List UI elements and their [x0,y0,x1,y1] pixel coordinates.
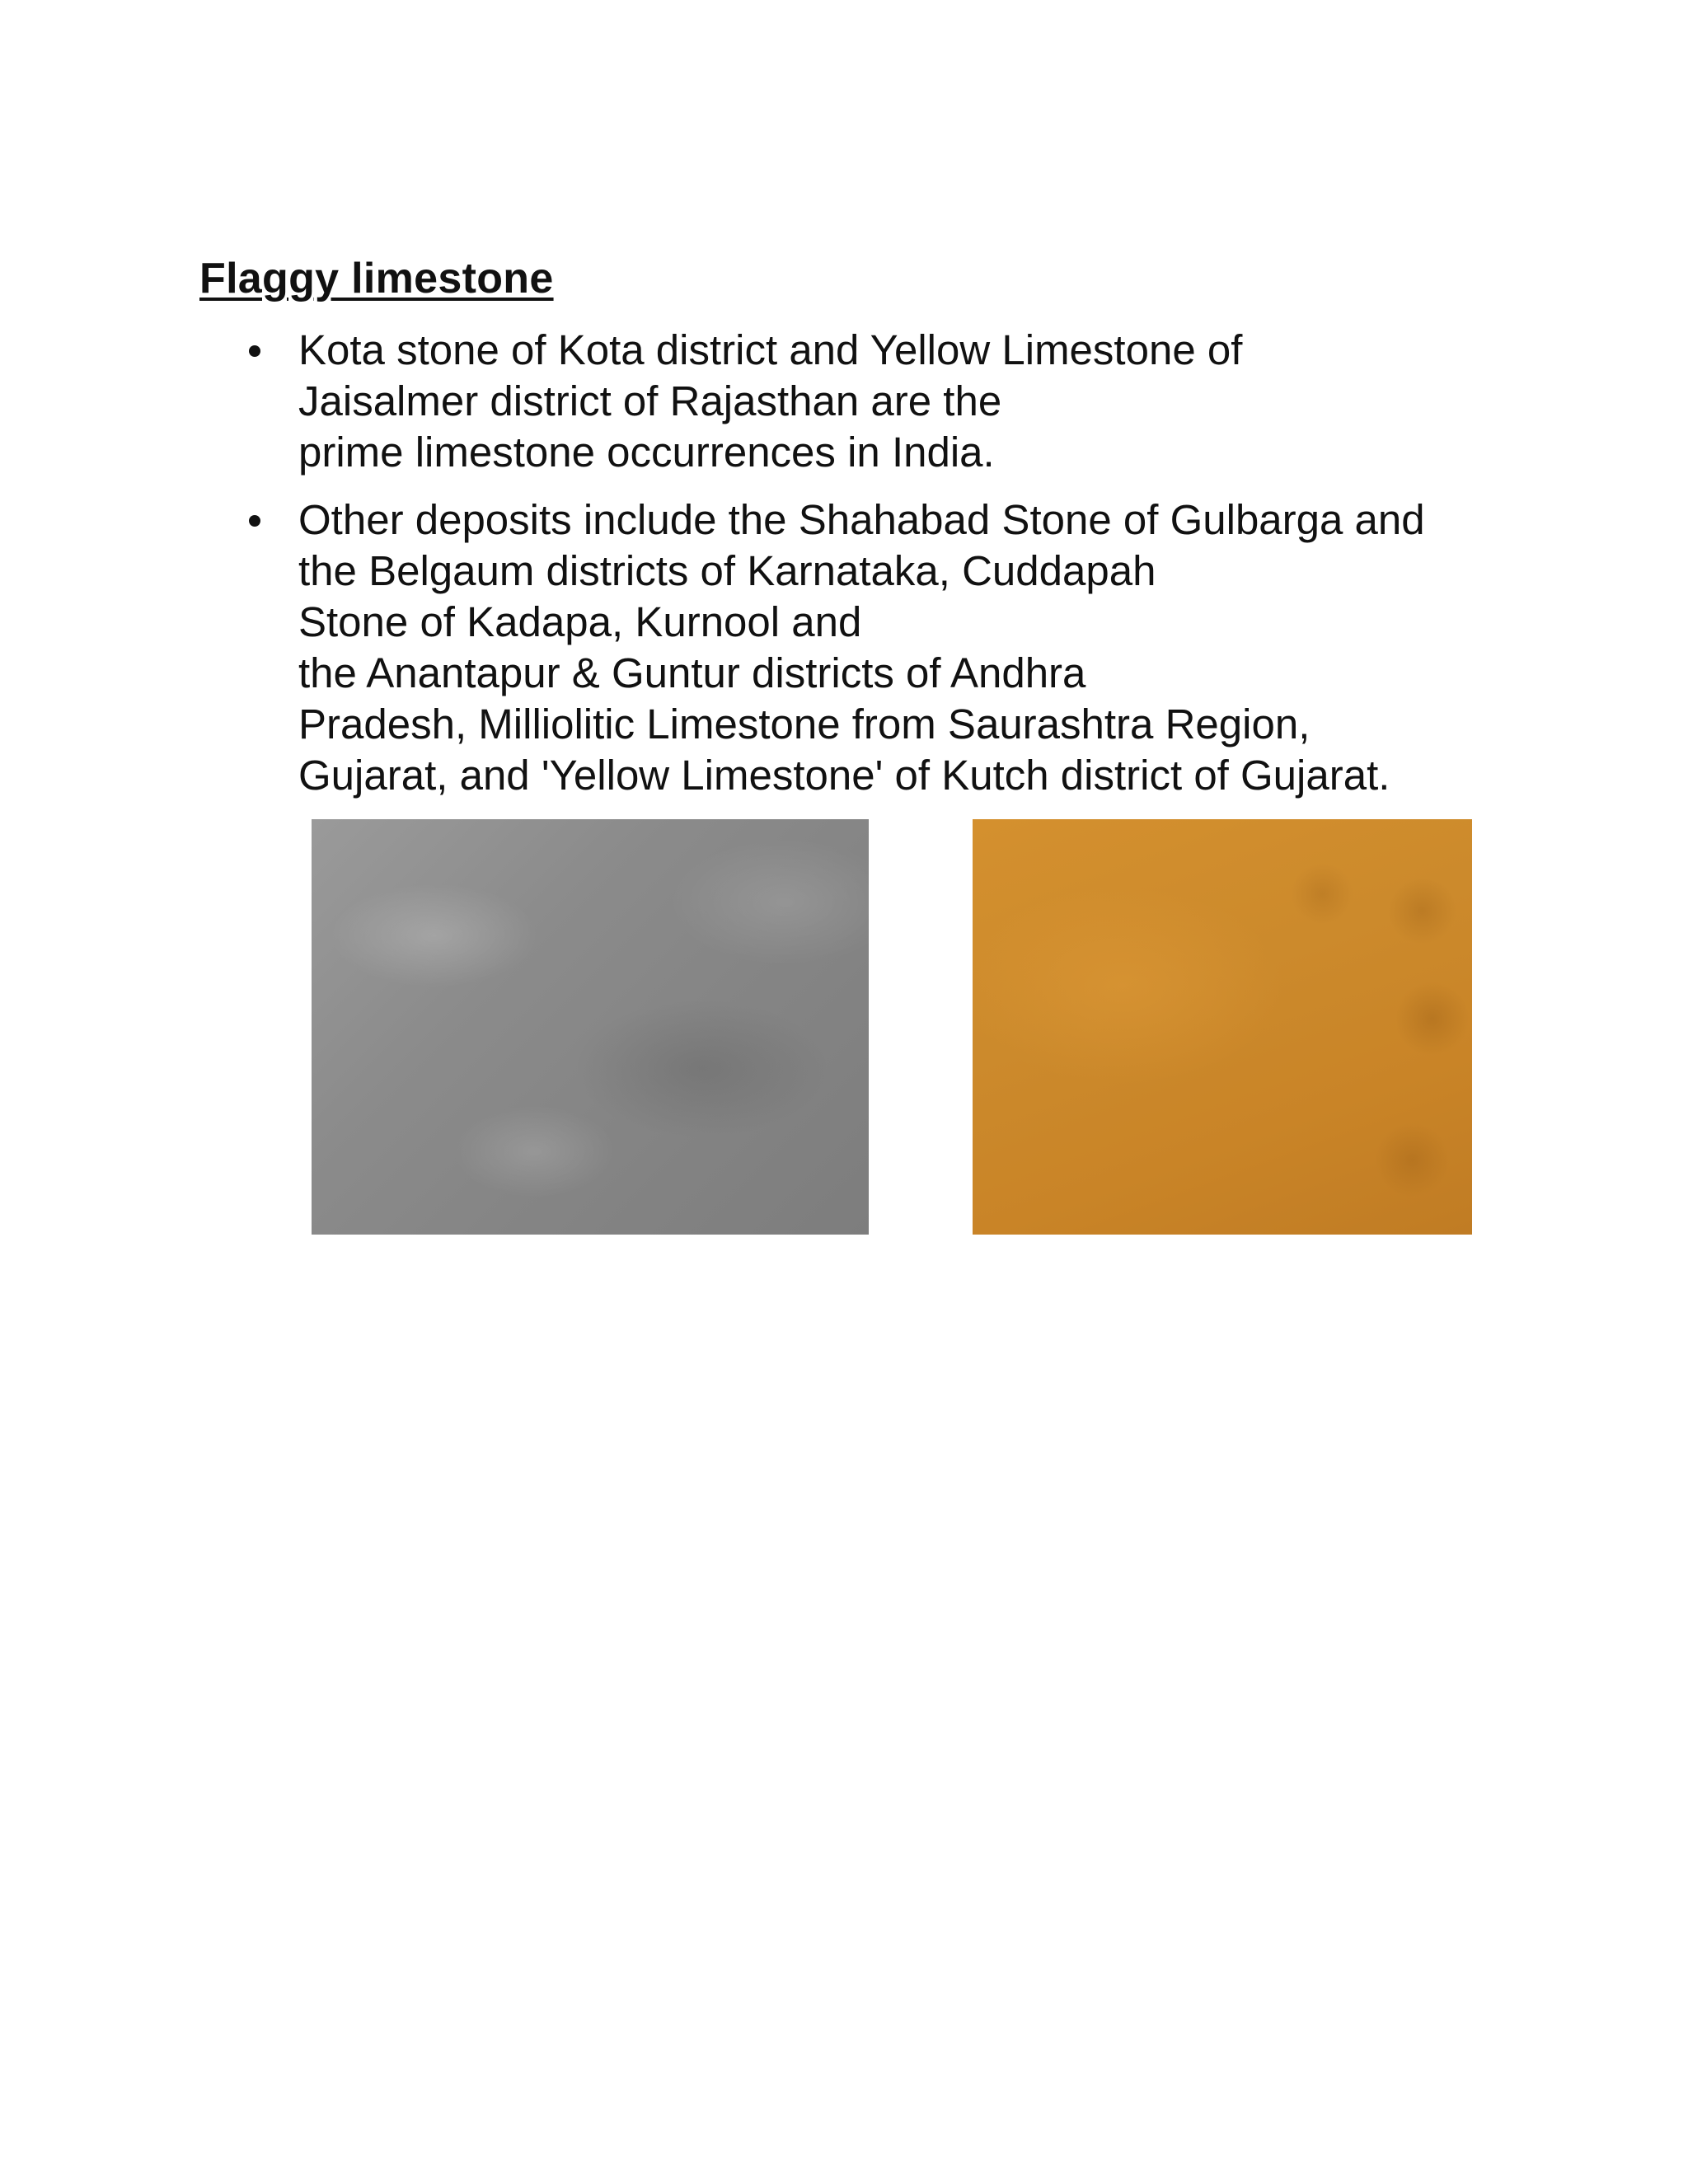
bullet-text-line: Jaisalmer district of Rajasthan are the [298,377,1002,424]
bullet-text-line: Stone of Kadapa, Kurnool and [298,598,862,645]
bullet-text-line: prime limestone occurrences in India. [298,429,995,476]
bullet-list [199,325,1584,818]
bullet-text-line: Gujarat, and 'Yellow Limestone' of Kutch district of Gujarat. [298,752,1390,799]
bullet-text-line: Pradesh, Milliolitic Limestone from Saurashtra Region, [298,701,1311,748]
bullet-text-line: Kota stone of Kota district and Yellow Limestone of [298,326,1243,373]
bullet-text-line: the Anantapur & Guntur districts of Andhra [298,649,1086,696]
yellow-limestone-image [973,819,1472,1235]
bullet-item [199,494,1584,801]
bullet-icon [249,345,260,357]
grey-limestone-image [312,819,869,1235]
bullet-icon [249,515,260,527]
bullet-text-line: the Belgaum districts of Karnataka, Cuddapah [298,547,1156,594]
section-heading: Flaggy limestone [199,255,554,302]
bullet-item [199,325,1584,478]
bullet-text-line: Other deposits include the Shahabad Stone of Gulbarga and [298,496,1425,543]
